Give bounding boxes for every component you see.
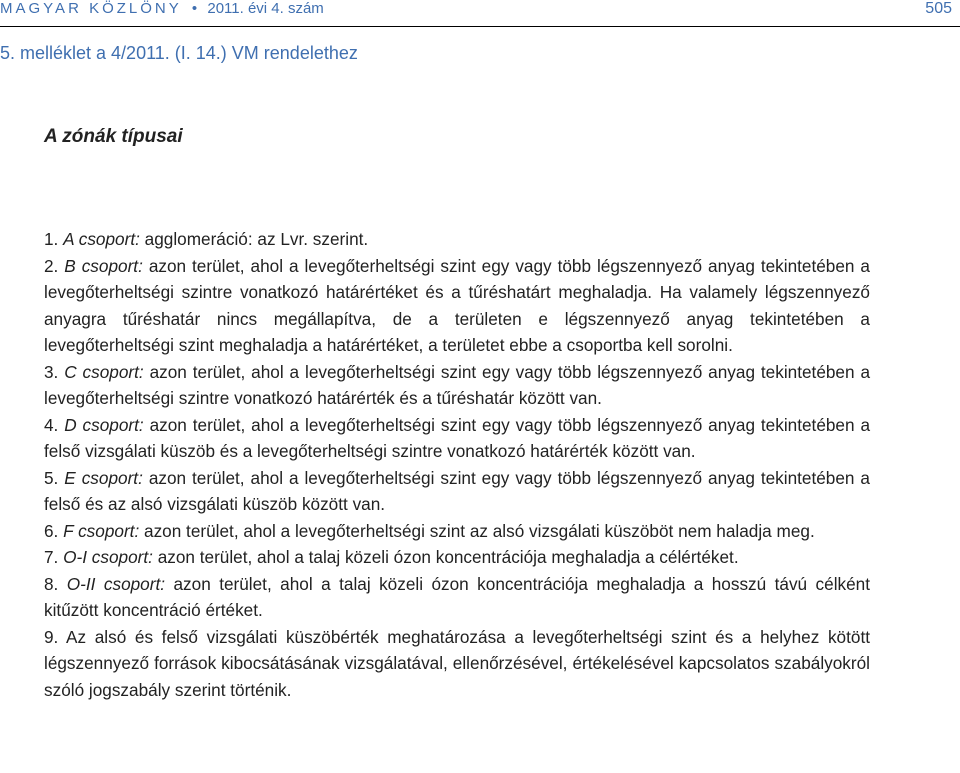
group-label: C csoport: (64, 361, 144, 382)
list-item (44, 624, 870, 704)
item-text: azon terület, ahol a levegőterheltségi szint az alsó vizsgálati küszöböt nem haladja meg. (144, 520, 815, 541)
section-title: A zónák típusai (44, 126, 183, 147)
item-text: azon terület, ahol a levegőterheltségi szint egy vagy több légszennyező anyag tekintetében a levegőterheltségi szintre vonatkozó határértéket és a tűréshatárt meghaladja. Ha valamely légszennyező anyagra tűréshatár nincs megállapítva, de a területen e légszennyező anyag tekintetében a levegőterheltségi szint meghaladja a határértéket, a területet ebbe a csoportba kell sorolni. (44, 255, 870, 355)
page-header (0, 0, 960, 36)
group-label: E csoport: (64, 467, 143, 488)
item-number: 9. (44, 626, 59, 647)
list-item (44, 412, 870, 465)
list-item (44, 465, 870, 518)
issue-label: 2011. évi 4. szám (207, 0, 324, 17)
item-text: azon terület, ahol a talaj közeli ózon koncentrációja meghaladja a hosszú távú célként kitűzött koncentráció értéket. (44, 573, 871, 620)
bullet-separator: • (191, 0, 198, 17)
item-number: 8. (44, 573, 59, 594)
list-item (44, 571, 870, 624)
group-label: A csoport: (63, 229, 140, 249)
item-number: 6. (44, 520, 59, 541)
list-item (44, 544, 870, 571)
item-text: Az alsó és felső vizsgálati küszöbérték meghatározása a levegőterheltségi szint és a helyhez kötött légszennyező források kibocsátásának vizsgálatával, ellenőrzésével, értékelésével kapcsolatos szabályokról szóló jogszabály szerint történik. (44, 626, 870, 700)
group-label: B csoport: (64, 255, 143, 276)
item-number: 4. (44, 414, 59, 435)
item-text: azon terület, ahol a levegőterheltségi szint egy vagy több légszennyező anyag tekintetében a felső vizsgálati küszöb és a levegőterheltségi szintre vonatkozó határérték között van. (44, 414, 870, 461)
item-text: azon terület, ahol a talaj közeli ózon koncentrációja meghaladja a célértéket. (157, 547, 739, 567)
group-label: F csoport: (63, 520, 140, 541)
item-text: agglomeráció: az Lvr. szerint. (144, 229, 369, 249)
item-number: 1. (44, 229, 59, 249)
item-text: azon terület, ahol a levegőterheltségi szint egy vagy több légszennyező anyag tekintetében a felső és az alsó vizsgálati küszöb között van. (44, 467, 870, 514)
list-item (44, 518, 870, 545)
header-rule (0, 26, 960, 27)
journal-name: MAGYAR KÖZLÖNY (0, 0, 182, 17)
item-number: 7. (44, 547, 59, 567)
item-text: azon terület, ahol a levegőterheltségi szint egy vagy több légszennyező anyag tekintetében a levegőterheltségi szintre vonatkozó határérték és a tűréshatár között van. (44, 361, 870, 408)
item-number: 2. (44, 255, 59, 276)
group-label: D csoport: (64, 414, 144, 435)
page-number: 505 (925, 0, 952, 17)
list-item (44, 226, 870, 253)
list-item (44, 359, 870, 412)
group-label: O-I csoport: (63, 547, 153, 567)
item-number: 5. (44, 467, 59, 488)
zone-type-list (44, 226, 870, 703)
group-label: O-II csoport: (66, 573, 166, 594)
list-item (44, 253, 870, 359)
annex-title: 5. melléklet a 4/2011. (I. 14.) VM rendelethez (0, 43, 358, 63)
running-head (0, 0, 324, 17)
item-number: 3. (44, 361, 59, 382)
